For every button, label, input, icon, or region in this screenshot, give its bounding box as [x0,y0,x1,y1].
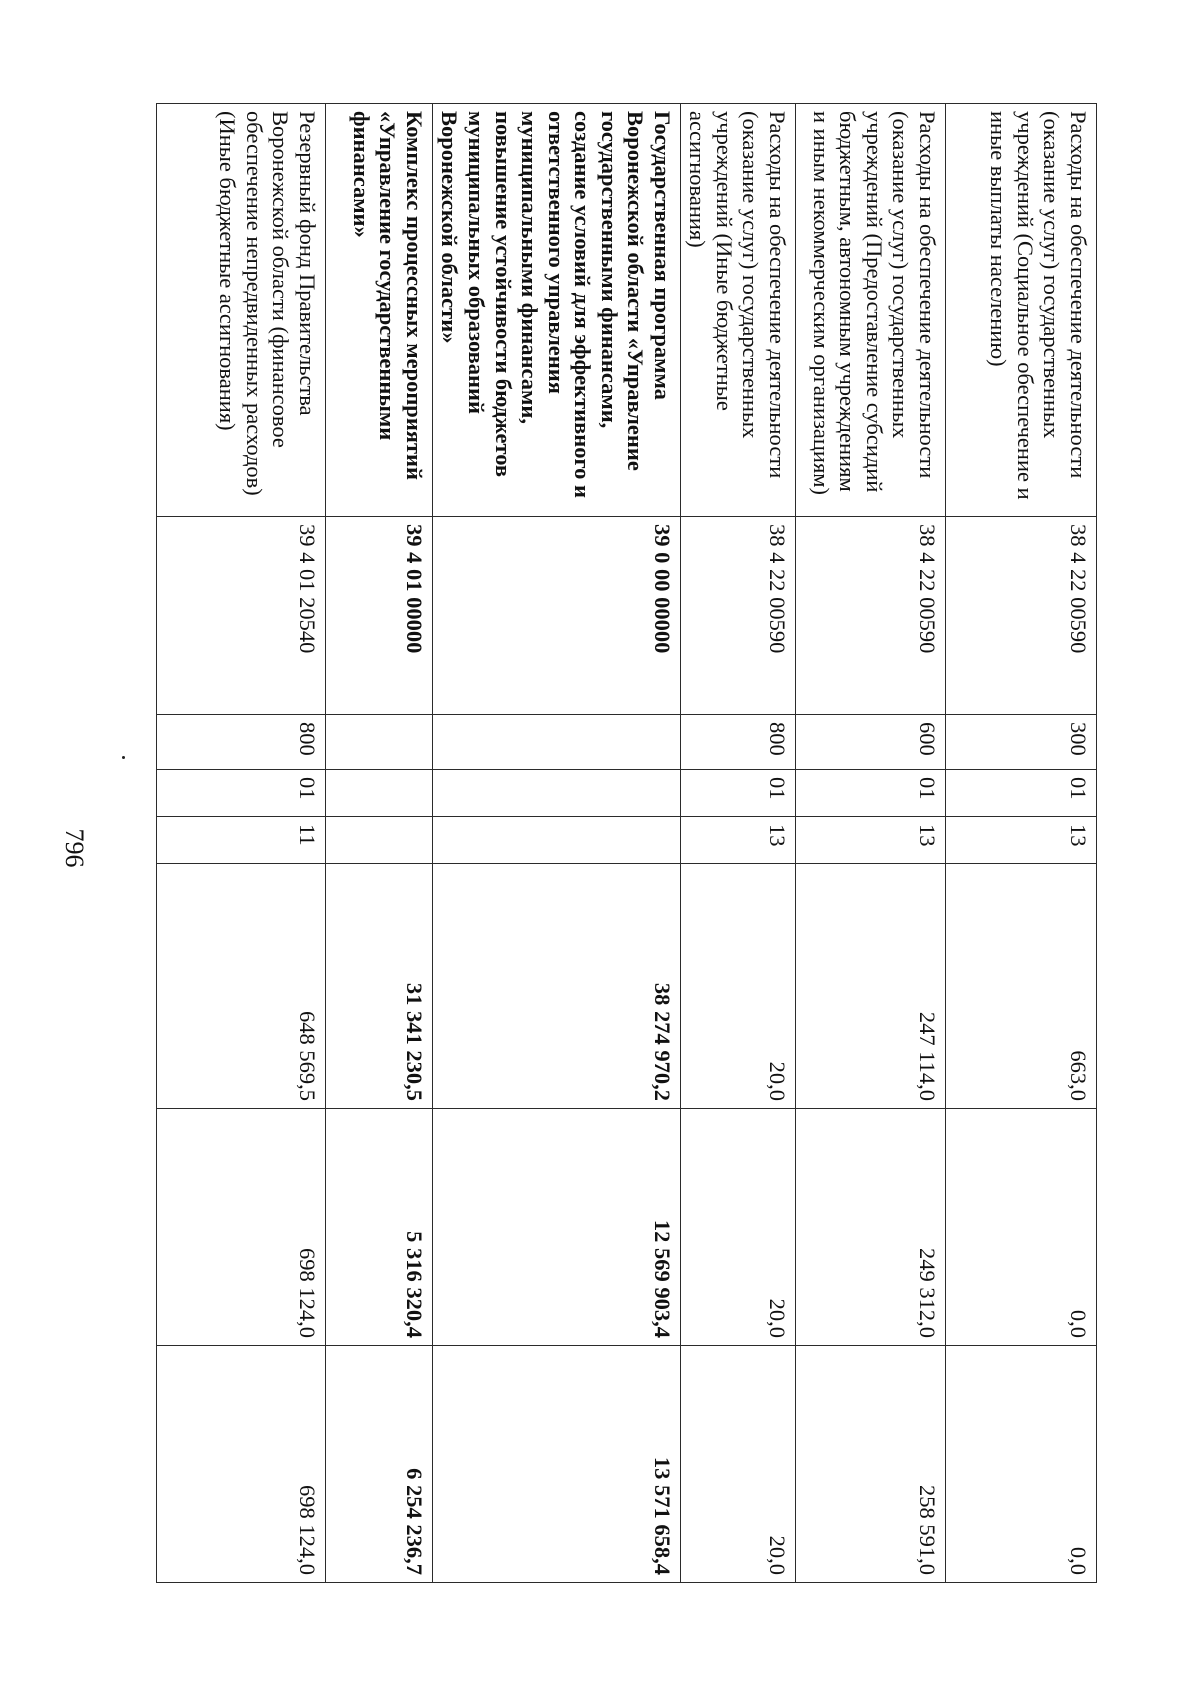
budget-table [156,103,1097,1583]
amount-year1-cell: 247 114,0 [796,864,946,1109]
section-cell [432,770,680,817]
expense-type-cell: 800 [680,715,795,770]
subsection-cell [325,817,432,864]
amount-year3-cell: 698 124,0 [156,1346,325,1583]
amount-year1-cell: 648 569,5 [156,864,325,1109]
amount-year2-cell: 20,0 [680,1109,795,1346]
section-cell: 01 [156,770,325,817]
amount-year3-cell: 6 254 236,7 [325,1346,432,1583]
amount-year2-cell: 5 316 320,4 [325,1109,432,1346]
row-name-cell: Комплекс процессных мероприятий «Управление государственными финансами» [325,104,432,517]
expense-type-cell [325,715,432,770]
amount-year1-cell: 38 274 970,2 [432,864,680,1109]
section-cell [325,770,432,817]
budget-code-cell: 39 4 01 00000 [325,517,432,715]
amount-year2-cell: 0,0 [946,1109,1097,1346]
row-name-cell: Резервный фонд Правительства Воронежской области (финансовое обеспечение непредвиденных расходов) (Иные бюджетные ассигнования) [156,104,325,517]
table-row [432,104,680,1583]
page-number: 796 [60,828,89,868]
table-row [796,104,946,1583]
amount-year3-cell: 258 591,0 [796,1346,946,1583]
section-cell: 01 [680,770,795,817]
budget-code-cell: 39 4 01 20540 [156,517,325,715]
table-row [156,104,325,1583]
expense-type-cell: 800 [156,715,325,770]
amount-year2-cell: 698 124,0 [156,1109,325,1346]
table-row [325,104,432,1583]
amount-year1-cell: 31 341 230,5 [325,864,432,1109]
table-row [946,104,1097,1583]
amount-year1-cell: 20,0 [680,864,795,1109]
expense-type-cell: 300 [946,715,1097,770]
expense-type-cell [432,715,680,770]
amount-year3-cell: 0,0 [946,1346,1097,1583]
table-row [680,104,795,1583]
row-name-cell: Расходы на обеспечение деятельности (оказание услуг) государственных учреждений (Социальное обеспечение и иные выплаты населению) [946,104,1097,517]
budget-code-cell: 38 4 22 00590 [946,517,1097,715]
subsection-cell: 13 [946,817,1097,864]
section-cell: 01 [946,770,1097,817]
subsection-cell: 11 [156,817,325,864]
expense-type-cell: 600 [796,715,946,770]
amount-year2-cell: 12 569 903,4 [432,1109,680,1346]
section-cell: 01 [796,770,946,817]
budget-code-cell: 38 4 22 00590 [796,517,946,715]
amount-year3-cell: 20,0 [680,1346,795,1583]
row-name-cell: Расходы на обеспечение деятельности (оказание услуг) государственных учреждений (Иные бюджетные ассигнования) [680,104,795,517]
scan-speck [122,756,125,759]
amount-year3-cell: 13 571 658,4 [432,1346,680,1583]
table-body [156,104,1096,1583]
budget-code-cell: 39 0 00 00000 [432,517,680,715]
amount-year2-cell: 249 312,0 [796,1109,946,1346]
rotated-table-wrapper [204,103,1097,1582]
row-name-cell: Расходы на обеспечение деятельности (оказание услуг) государственных учреждений (Предоставление субсидий бюджетным, автономным учреждениям и иным некоммерческим организациям) [796,104,946,517]
amount-year1-cell: 663,0 [946,864,1097,1109]
budget-code-cell: 38 4 22 00590 [680,517,795,715]
subsection-cell [432,817,680,864]
row-name-cell: Государственная программа Воронежской области «Управление государственными финансами, создание условий для эффективного и ответственного управления муниципальными финансами, повышение устойчивости бюджетов муниципальных образований Воронежской области» [432,104,680,517]
subsection-cell: 13 [796,817,946,864]
subsection-cell: 13 [680,817,795,864]
